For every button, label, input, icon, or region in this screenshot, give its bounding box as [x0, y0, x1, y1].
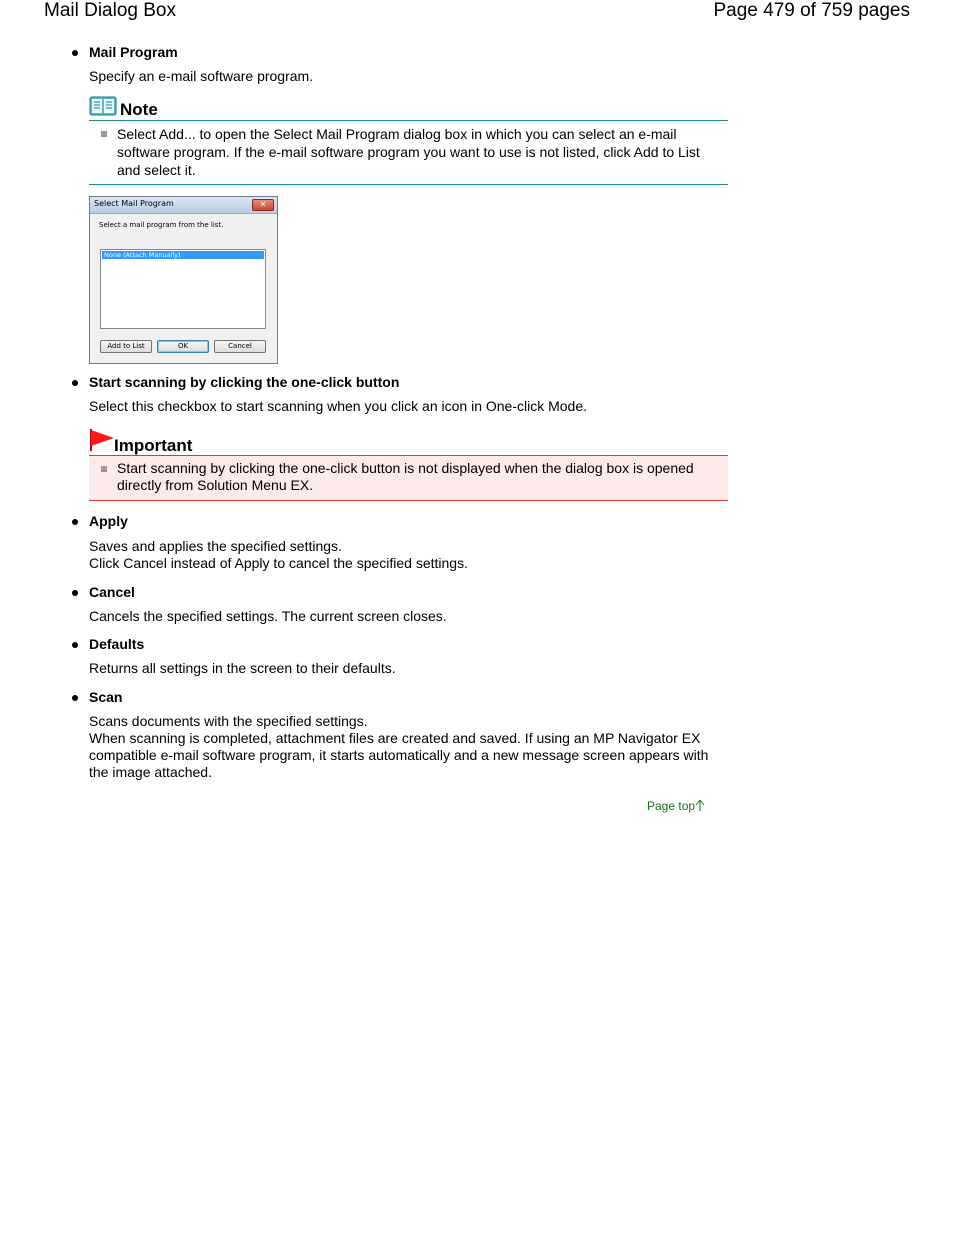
mail-program-list: [100, 249, 266, 329]
cancel-button: Cancel: [214, 340, 266, 353]
note-box: [89, 94, 728, 185]
desc-line: Saves and applies the specified settings.: [89, 538, 342, 554]
oneclick-item: [89, 374, 729, 415]
bullet-icon: [72, 590, 78, 596]
item-desc: [89, 713, 711, 781]
arrow-up-icon: [695, 799, 705, 812]
list-item: None (Attach Manually): [102, 251, 264, 259]
mail-program-item: [89, 44, 729, 85]
dialog-title: Select Mail Program: [94, 199, 174, 208]
bullet-icon: [72, 642, 78, 648]
item-desc: Returns all settings in the screen to their defaults.: [89, 660, 396, 676]
add-to-list-button: Add to List: [100, 340, 152, 353]
desc-line: When scanning is completed, attachment files are created and saved. If using an MP Navigator EX compatible e-mail software program, it starts automatically and a new message screen appears with the image attached.: [89, 730, 709, 780]
important-text: Start scanning by clicking the one-click button is not displayed when the dialog box is opened directly from Solution Menu EX.: [117, 460, 694, 493]
bullet-icon: [72, 695, 78, 701]
scan-item: [89, 689, 711, 781]
select-mail-program-dialog-image: [89, 196, 278, 364]
bullet-icon: [72, 519, 78, 525]
red-flag-icon: [89, 428, 115, 452]
item-desc: Specify an e-mail software program.: [89, 68, 314, 84]
item-term: Mail Program: [89, 44, 178, 60]
item-term: Scan: [89, 689, 123, 705]
page-top-label: Page top: [647, 799, 696, 813]
important-box: [89, 426, 728, 501]
defaults-item: [89, 636, 729, 677]
important-title: Important: [114, 436, 193, 455]
square-bullet-icon: [101, 466, 107, 472]
note-text: Select Add... to open the Select Mail Program dialog box in which you can select an e-mail software program. If the e-mail software program you want to use is not listed, click Add to List and select it.: [117, 126, 700, 178]
ok-button: OK: [157, 340, 209, 353]
cancel-item: [89, 584, 729, 625]
page-title: Mail Dialog Box: [44, 0, 176, 21]
bullet-icon: [72, 50, 78, 56]
note-title: Note: [120, 100, 158, 119]
note-book-icon: [89, 95, 117, 117]
item-term: Apply: [89, 513, 128, 529]
item-desc: [89, 538, 729, 572]
dialog-instruction: Select a mail program from the list.: [99, 221, 224, 229]
desc-line: Scans documents with the specified settings.: [89, 713, 368, 729]
bullet-icon: [72, 380, 78, 386]
page-number: Page 479 of 759 pages: [713, 0, 910, 21]
page-top-link[interactable]: [647, 799, 705, 813]
item-term: Start scanning by clicking the one-click button: [89, 374, 400, 390]
close-icon: ✕: [252, 199, 274, 211]
item-desc: Cancels the specified settings. The current screen closes.: [89, 608, 447, 624]
item-desc: Select this checkbox to start scanning when you click an icon in One-click Mode.: [89, 398, 588, 414]
item-term: Defaults: [89, 636, 145, 652]
apply-item: [89, 513, 729, 572]
desc-line: Click Cancel instead of Apply to cancel the specified settings.: [89, 555, 468, 571]
item-term: Cancel: [89, 584, 135, 600]
square-bullet-icon: [101, 131, 107, 137]
